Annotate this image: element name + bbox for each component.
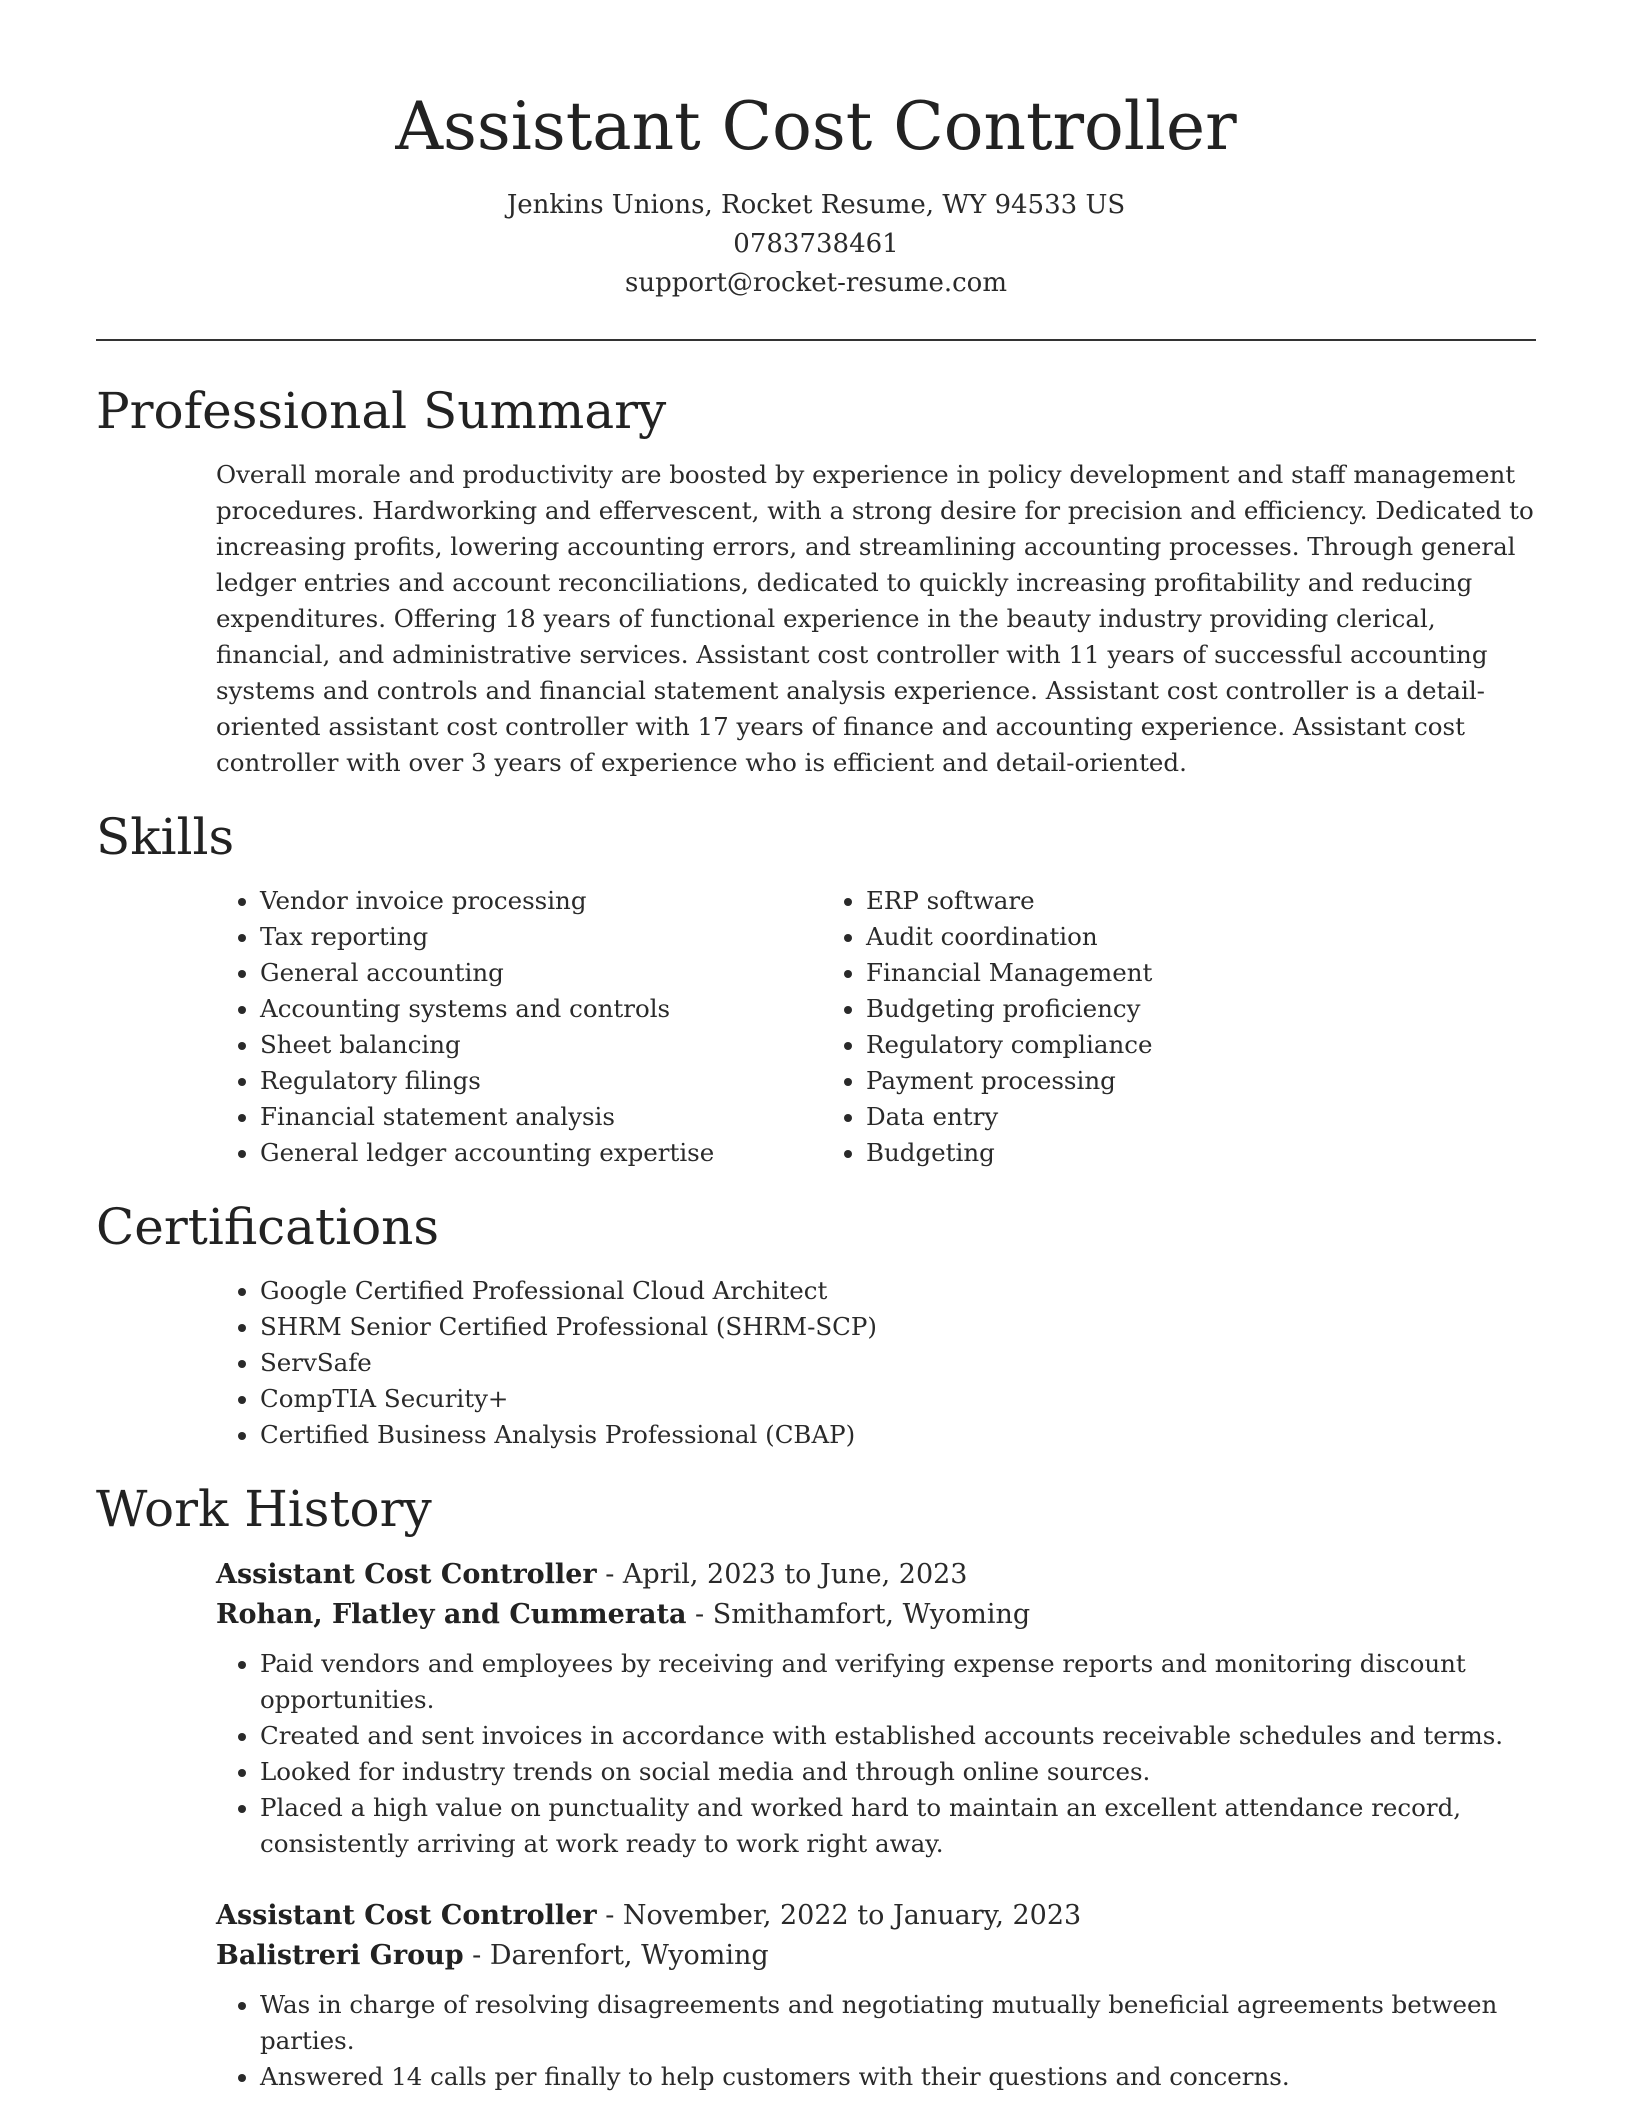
skill-item: • Tax reporting (260, 919, 822, 955)
skill-item: • Audit coordination (866, 919, 1428, 955)
skill-item: • Financial Management (866, 955, 1428, 991)
skill-item: • Budgeting proficiency (866, 991, 1428, 1027)
job-duty: • Placed a high value on punctuality and worked hard to maintain an excellent attendance record, consistently arriving at work ready to work right away. (260, 1790, 1536, 1862)
job-location: Smithamfort, Wyoming (712, 1599, 1031, 1630)
skills-columns (216, 883, 1536, 1171)
job-role: Assistant Cost Controller (216, 1900, 597, 1931)
job-title-line (216, 1555, 1536, 1595)
contact-phone: 0783738461 (733, 229, 899, 259)
certification-item: • ServSafe (260, 1345, 1536, 1381)
header-divider (96, 339, 1536, 341)
job-duty: • Paid vendors and employees by receiving and verifying expense reports and monitoring discount opportunities. (260, 1646, 1536, 1718)
job-role: Assistant Cost Controller (216, 1559, 597, 1590)
job-duties-list (216, 1646, 1536, 1862)
certification-item: • Certified Business Analysis Professional (CBAP) (260, 1417, 1536, 1453)
skill-item: • Sheet balancing (260, 1027, 822, 1063)
contact-address: Jenkins Unions, Rocket Resume, WY 94533 US (506, 190, 1126, 220)
skill-item: • ERP software (866, 883, 1428, 919)
job-duty: • Looked for industry trends on social media and through online sources. (260, 1754, 1536, 1790)
certification-item: • CompTIA Security+ (260, 1381, 1536, 1417)
skill-item: • General ledger accounting expertise (260, 1135, 822, 1171)
certification-item: • Google Certified Professional Cloud Architect (260, 1273, 1536, 1309)
contact-block (96, 186, 1536, 303)
resume-page (96, 0, 1536, 2095)
skill-item: • General accounting (260, 955, 822, 991)
job-separator: - (596, 1559, 623, 1590)
job-separator: - (463, 1940, 490, 1971)
summary-text: Overall morale and productivity are boosted by experience in policy development and staff management procedures. Hardworking and effervescent, with a strong desire for precision and efficiency. Dedicated to increasing profits, lowering accounting errors, and streamlining accounting processes. Through general ledger entries and account reconciliations, dedicated to quickly increasing profitability and reducing expenditures. Offering 18 years of functional experience in the beauty industry providing clerical, financial, and administrative services. Assistant cost controller with 11 years of successful accounting systems and controls and financial statement analysis experience. Assistant cost controller is a detail-oriented assistant cost controller with 17 years of finance and accounting experience. Assistant cost controller with over 3 years of experience who is efficient and detail-oriented. (216, 460, 1534, 777)
job-duties (216, 1987, 1536, 2095)
skill-item: • Payment processing (866, 1063, 1428, 1099)
work-history-heading: Work History (96, 1480, 432, 1538)
certifications-list-wrap (216, 1273, 1536, 1453)
job-company-line (216, 1936, 1536, 1976)
skills-heading: Skills (96, 808, 235, 866)
job-company-line (216, 1595, 1536, 1635)
skills-list-left (216, 883, 822, 1171)
job-duties-list (216, 1987, 1536, 2095)
job-dates: April, 2023 to June, 2023 (622, 1559, 968, 1590)
contact-email: support@rocket-resume.com (624, 268, 1007, 298)
certifications-heading: Certifications (96, 1198, 440, 1256)
job-separator: - (686, 1599, 713, 1630)
skill-item: • Accounting systems and controls (260, 991, 822, 1027)
job-title-line (216, 1896, 1536, 1936)
skill-item: • Vendor invoice processing (260, 883, 822, 919)
job-separator: - (596, 1900, 623, 1931)
job-duty: • Answered 14 calls per finally to help customers with their questions and concerns. (260, 2059, 1536, 2095)
skill-item: • Budgeting (866, 1135, 1428, 1171)
job-dates: November, 2022 to January, 2023 (622, 1900, 1082, 1931)
job-company: Rohan, Flatley and Cummerata (216, 1599, 687, 1630)
job-entry (216, 1555, 1536, 1862)
skill-item: • Regulatory compliance (866, 1027, 1428, 1063)
skill-item: • Financial statement analysis (260, 1099, 822, 1135)
job-duty: • Created and sent invoices in accordance with established accounts receivable schedules and terms. (260, 1718, 1536, 1754)
certification-item: • SHRM Senior Certified Professional (SHRM-SCP) (260, 1309, 1536, 1345)
resume-name: Assistant Cost Controller (395, 88, 1237, 165)
skill-item: • Regulatory filings (260, 1063, 822, 1099)
job-location: Darenfort, Wyoming (489, 1940, 769, 1971)
certifications-list (216, 1273, 1536, 1453)
job-duties (216, 1646, 1536, 1862)
job-company: Balistreri Group (216, 1940, 464, 1971)
job-duty: • Was in charge of resolving disagreements and negotiating mutually beneficial agreements between parties. (260, 1987, 1536, 2059)
skill-item: • Data entry (866, 1099, 1428, 1135)
summary-heading: Professional Summary (96, 382, 667, 440)
skills-list-right (822, 883, 1428, 1171)
job-entry (216, 1896, 1536, 2095)
